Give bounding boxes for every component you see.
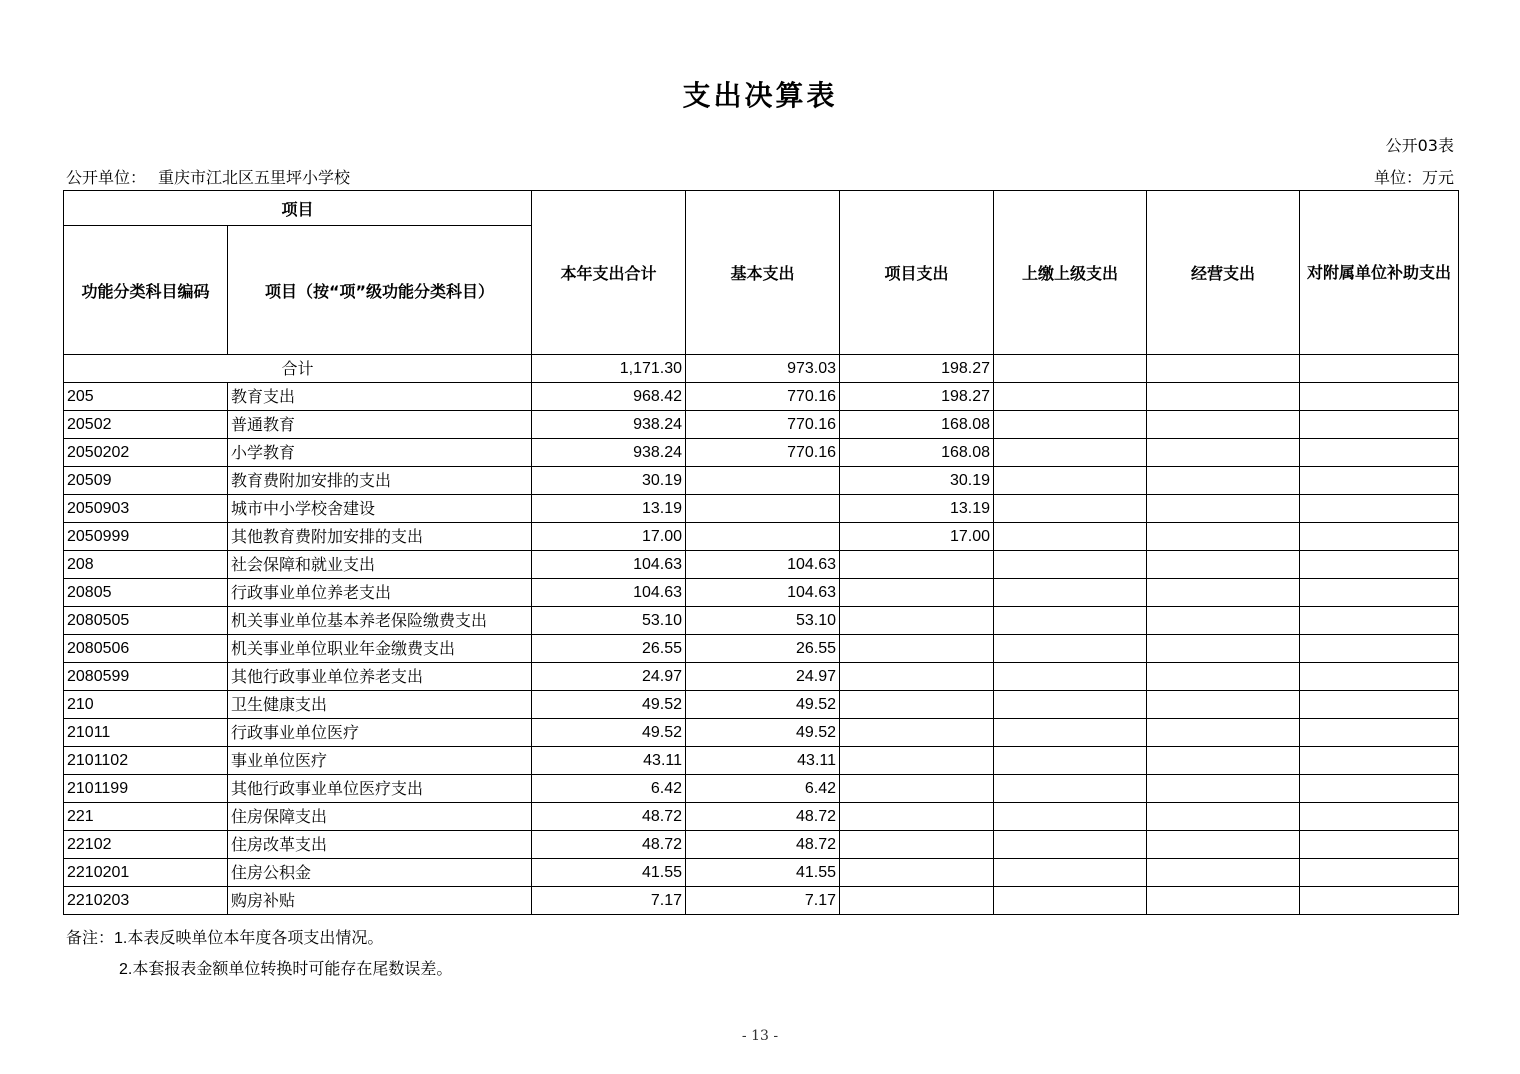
row-subsidy: [1300, 747, 1459, 775]
row-name: 普通教育: [228, 411, 532, 439]
row-business: [1147, 719, 1300, 747]
row-code: 2101102: [64, 747, 228, 775]
row-business: [1147, 887, 1300, 915]
row-business: [1147, 663, 1300, 691]
row-code: 2050999: [64, 523, 228, 551]
row-basic: 24.97: [686, 663, 840, 691]
row-business: [1147, 467, 1300, 495]
header-subsidy: 对附属单位补助支出: [1300, 191, 1459, 355]
row-subsidy: [1300, 775, 1459, 803]
row-project: [840, 691, 994, 719]
row-project: 13.19: [840, 495, 994, 523]
row-business: [1147, 831, 1300, 859]
table-row: [64, 719, 1459, 747]
row-total: 938.24: [532, 411, 686, 439]
row-total: 49.52: [532, 691, 686, 719]
row-business: [1147, 691, 1300, 719]
row-project: 30.19: [840, 467, 994, 495]
header-basic: 基本支出: [686, 191, 840, 355]
row-project: 17.00: [840, 523, 994, 551]
row-upper: [994, 467, 1147, 495]
row-subsidy: [1300, 551, 1459, 579]
row-name: 其他行政事业单位养老支出: [228, 663, 532, 691]
row-business: [1147, 551, 1300, 579]
row-subsidy: [1300, 439, 1459, 467]
row-code: 20502: [64, 411, 228, 439]
row-business: [1147, 607, 1300, 635]
row-upper: [994, 411, 1147, 439]
note-1-number: 1.: [114, 930, 128, 947]
header-item-group: 项目: [64, 191, 532, 226]
row-project: [840, 551, 994, 579]
row-code: 221: [64, 803, 228, 831]
row-name: 机关事业单位基本养老保险缴费支出: [228, 607, 532, 635]
row-project: [840, 719, 994, 747]
note-1: [66, 923, 452, 954]
row-total: 53.10: [532, 607, 686, 635]
row-upper: [994, 859, 1147, 887]
row-basic: 6.42: [686, 775, 840, 803]
row-code: 208: [64, 551, 228, 579]
reporting-unit: [66, 165, 350, 188]
row-name: 社会保障和就业支出: [228, 551, 532, 579]
row-total: 6.42: [532, 775, 686, 803]
row-upper: [994, 831, 1147, 859]
row-upper: [994, 887, 1147, 915]
table-row: [64, 523, 1459, 551]
table-row: [64, 803, 1459, 831]
row-code: 205: [64, 383, 228, 411]
row-name: 城市中小学校舍建设: [228, 495, 532, 523]
row-basic: 104.63: [686, 579, 840, 607]
notes: [66, 923, 452, 985]
row-name: 教育费附加安排的支出: [228, 467, 532, 495]
row-name: 住房改革支出: [228, 831, 532, 859]
row-name: 教育支出: [228, 383, 532, 411]
row-basic: 48.72: [686, 803, 840, 831]
row-code: 20805: [64, 579, 228, 607]
row-business: [1147, 775, 1300, 803]
table-number: 公开03表: [1385, 136, 1454, 155]
row-basic: 26.55: [686, 635, 840, 663]
row-code: 2050202: [64, 439, 228, 467]
row-basic: 43.11: [686, 747, 840, 775]
row-name: 机关事业单位职业年金缴费支出: [228, 635, 532, 663]
row-business: [1147, 383, 1300, 411]
row-project: [840, 579, 994, 607]
row-subsidy: [1300, 579, 1459, 607]
table-row: [64, 831, 1459, 859]
page-number: - 13 -: [741, 1028, 779, 1044]
row-name: 小学教育: [228, 439, 532, 467]
row-business: [1147, 635, 1300, 663]
row-name: 卫生健康支出: [228, 691, 532, 719]
table-row: [64, 747, 1459, 775]
row-name: 其他教育费附加安排的支出: [228, 523, 532, 551]
table-row: [64, 411, 1459, 439]
row-subsidy: [1300, 887, 1459, 915]
row-basic: [686, 495, 840, 523]
row-project: 198.27: [840, 383, 994, 411]
header-name: 项目（按“项”级功能分类科目）: [228, 226, 532, 355]
row-basic: 53.10: [686, 607, 840, 635]
row-upper: [994, 495, 1147, 523]
money-unit: 单位：万元: [1373, 168, 1454, 187]
row-business: [1147, 803, 1300, 831]
row-subsidy: [1300, 663, 1459, 691]
row-upper: [994, 383, 1147, 411]
total-business: [1147, 355, 1300, 383]
total-total: 1,171.30: [532, 355, 686, 383]
row-code: 2210201: [64, 859, 228, 887]
row-total: 104.63: [532, 579, 686, 607]
row-name: 事业单位医疗: [228, 747, 532, 775]
row-project: [840, 831, 994, 859]
header-total: 本年支出合计: [532, 191, 686, 355]
row-upper: [994, 775, 1147, 803]
row-code: 2210203: [64, 887, 228, 915]
notes-prefix: 备注：: [66, 928, 115, 947]
row-total: 938.24: [532, 439, 686, 467]
total-subsidy: [1300, 355, 1459, 383]
row-project: [840, 747, 994, 775]
row-upper: [994, 439, 1147, 467]
table-row: [64, 635, 1459, 663]
reporting-unit-label: 公开单位：: [66, 168, 147, 187]
row-code: 210: [64, 691, 228, 719]
row-basic: 770.16: [686, 383, 840, 411]
row-code: 2080505: [64, 607, 228, 635]
row-total: 48.72: [532, 831, 686, 859]
row-name: 行政事业单位养老支出: [228, 579, 532, 607]
table-row: [64, 439, 1459, 467]
row-upper: [994, 523, 1147, 551]
row-project: [840, 607, 994, 635]
table-row: [64, 775, 1459, 803]
row-name: 行政事业单位医疗: [228, 719, 532, 747]
row-business: [1147, 439, 1300, 467]
row-project: [840, 663, 994, 691]
row-project: [840, 887, 994, 915]
row-basic: 49.52: [686, 691, 840, 719]
row-name: 住房保障支出: [228, 803, 532, 831]
row-business: [1147, 747, 1300, 775]
header-code: 功能分类科目编码: [64, 226, 228, 355]
row-subsidy: [1300, 383, 1459, 411]
row-project: [840, 803, 994, 831]
row-total: 968.42: [532, 383, 686, 411]
row-upper: [994, 607, 1147, 635]
row-project: [840, 635, 994, 663]
row-total: 43.11: [532, 747, 686, 775]
row-code: 20509: [64, 467, 228, 495]
row-project: [840, 775, 994, 803]
row-business: [1147, 523, 1300, 551]
row-total: 48.72: [532, 803, 686, 831]
row-subsidy: [1300, 523, 1459, 551]
row-total: 49.52: [532, 719, 686, 747]
row-code: 2101199: [64, 775, 228, 803]
row-basic: 48.72: [686, 831, 840, 859]
row-basic: 49.52: [686, 719, 840, 747]
table-row: [64, 887, 1459, 915]
row-name: 购房补贴: [228, 887, 532, 915]
row-name: 住房公积金: [228, 859, 532, 887]
row-name: 其他行政事业单位医疗支出: [228, 775, 532, 803]
expenditure-table: [63, 190, 1459, 915]
row-subsidy: [1300, 495, 1459, 523]
row-subsidy: [1300, 635, 1459, 663]
row-subsidy: [1300, 411, 1459, 439]
row-upper: [994, 579, 1147, 607]
total-label: 合计: [64, 355, 532, 383]
row-basic: 104.63: [686, 551, 840, 579]
table-row: [64, 859, 1459, 887]
row-total: 7.17: [532, 887, 686, 915]
table-row: [64, 691, 1459, 719]
row-subsidy: [1300, 719, 1459, 747]
total-basic: 973.03: [686, 355, 840, 383]
table-row: [64, 663, 1459, 691]
table-row: [64, 551, 1459, 579]
row-project: 168.08: [840, 439, 994, 467]
header-upper: 上缴上级支出: [994, 191, 1147, 355]
header-business: 经营支出: [1147, 191, 1300, 355]
row-total: 24.97: [532, 663, 686, 691]
table-row: [64, 607, 1459, 635]
table-row: [64, 495, 1459, 523]
note-2-number: 2.: [119, 961, 133, 978]
total-upper: [994, 355, 1147, 383]
row-total: 17.00: [532, 523, 686, 551]
row-code: 2080599: [64, 663, 228, 691]
row-subsidy: [1300, 859, 1459, 887]
row-basic: 41.55: [686, 859, 840, 887]
header-project: 项目支出: [840, 191, 994, 355]
row-upper: [994, 803, 1147, 831]
note-2-text: 本套报表金额单位转换时可能存在尾数误差。: [132, 959, 453, 978]
row-business: [1147, 859, 1300, 887]
total-row: [64, 355, 1459, 383]
row-subsidy: [1300, 607, 1459, 635]
row-basic: [686, 523, 840, 551]
row-code: 2080506: [64, 635, 228, 663]
note-2: [66, 954, 452, 985]
table-row: [64, 383, 1459, 411]
row-total: 13.19: [532, 495, 686, 523]
row-upper: [994, 747, 1147, 775]
row-business: [1147, 495, 1300, 523]
row-business: [1147, 579, 1300, 607]
row-code: 2050903: [64, 495, 228, 523]
row-basic: 770.16: [686, 411, 840, 439]
page-title: 支出决算表: [682, 79, 838, 112]
row-code: 21011: [64, 719, 228, 747]
row-basic: 770.16: [686, 439, 840, 467]
row-basic: [686, 467, 840, 495]
row-upper: [994, 635, 1147, 663]
table-row: [64, 579, 1459, 607]
total-project: 198.27: [840, 355, 994, 383]
row-total: 41.55: [532, 859, 686, 887]
reporting-unit-name: 重庆市江北区五里坪小学校: [158, 168, 351, 187]
row-subsidy: [1300, 803, 1459, 831]
row-upper: [994, 663, 1147, 691]
row-code: 22102: [64, 831, 228, 859]
row-upper: [994, 691, 1147, 719]
row-subsidy: [1300, 467, 1459, 495]
row-project: [840, 859, 994, 887]
row-subsidy: [1300, 831, 1459, 859]
note-1-text: 本表反映单位本年度各项支出情况。: [127, 928, 384, 947]
row-total: 26.55: [532, 635, 686, 663]
row-subsidy: [1300, 691, 1459, 719]
row-upper: [994, 551, 1147, 579]
table-row: [64, 467, 1459, 495]
row-upper: [994, 719, 1147, 747]
row-basic: 7.17: [686, 887, 840, 915]
row-business: [1147, 411, 1300, 439]
row-total: 104.63: [532, 551, 686, 579]
row-total: 30.19: [532, 467, 686, 495]
row-project: 168.08: [840, 411, 994, 439]
